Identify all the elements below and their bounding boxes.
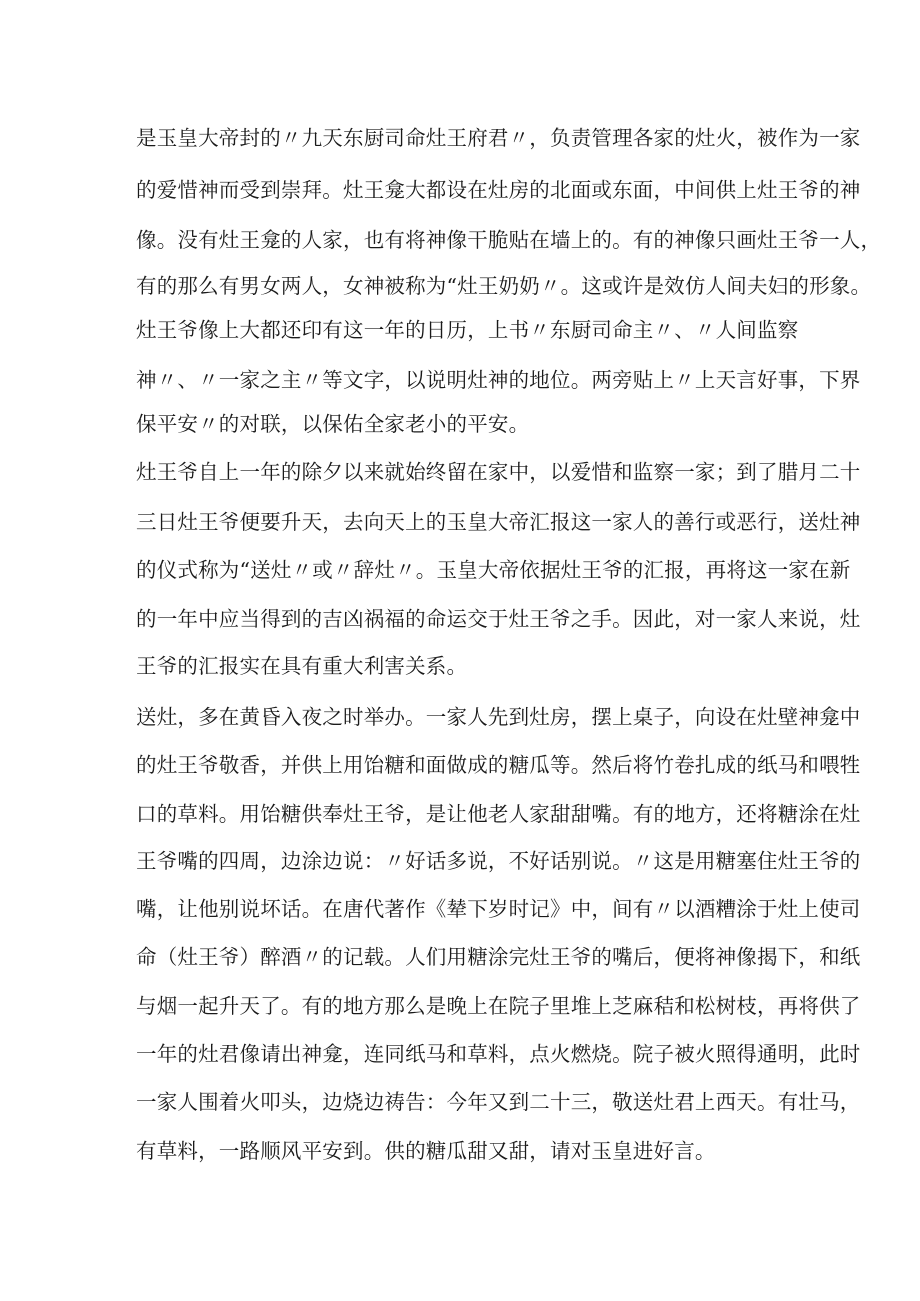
text-line: 像。没有灶王龛的人家，也有将神像干脆贴在墙上的。有的神像只画灶王爷一人， — [136, 228, 882, 252]
text-line: 一家人围着火叩头，边烧边祷告：今年又到二十三，敬送灶君上西天。有壮马， — [136, 1090, 861, 1114]
text-line: 命（灶王爷）醉酒〃的记载。人们用糖涂完灶王爷的嘴后，便将神像揭下，和纸 — [136, 945, 861, 969]
text-line: 保平安〃的对联，以保佑全家老小的平安。 — [136, 412, 530, 436]
text-line: 的灶王爷敬香，并供上用饴糖和面做成的糖瓜等。然后将竹卷扎成的纸马和喂牲 — [136, 753, 861, 777]
text-line: 是玉皇大帝封的〃九天东厨司命灶王府君〃，负责管理各家的灶火，被作为一家 — [136, 126, 861, 150]
text-line: 嘴，让他别说坏话。在唐代著作《辇下岁时记》中，间有〃以酒糟涂于灶上使司 — [136, 897, 861, 921]
text-line: 口的草料。用饴糖供奉灶王爷，是让他老人家甜甜嘴。有的地方，还将糖涂在灶 — [136, 802, 861, 826]
text-line: 王爷嘴的四周，边涂边说：〃好话多说，不好话别说。〃这是用糖塞住灶王爷的 — [136, 849, 861, 873]
text-line: 三日灶王爷便要升天，去向天上的玉皇大帝汇报这一家人的善行或恶行，送灶神 — [136, 510, 861, 534]
text-line: 的一年中应当得到的吉凶祸福的命运交于灶王爷之手。因此，对一家人来说，灶 — [136, 607, 861, 631]
text-line: 送灶，多在黄昏入夜之时举办。一家人先到灶房，摆上桌子，向设在灶壁神龛中 — [136, 705, 861, 729]
text-line: 有草料，一路顺风平安到。供的糖瓜甜又甜，请对玉皇进好言。 — [136, 1139, 716, 1163]
text-line: 的仪式称为“送灶〃或〃辞灶〃。玉皇大帝依据灶王爷的汇报，再将这一家在新 — [136, 558, 851, 582]
text-line: 神〃、〃一家之主〃等文字，以说明灶神的地位。两旁贴上〃上天言好事，下界 — [136, 368, 861, 392]
text-line: 有的那么有男女两人，女神被称为“灶王奶奶〃。这或许是效仿人间夫妇的形象。 — [136, 274, 872, 298]
text-line: 的爱惜神而受到崇拜。灶王龛大都设在灶房的北面或东面，中间供上灶王爷的神 — [136, 178, 861, 202]
text-line: 灶王爷自上一年的除夕以来就始终留在家中，以爱惜和监察一家；到了腊月二十 — [136, 460, 861, 484]
text-line: 灶王爷像上大都还印有这一年的日历，上书〃东厨司命主〃、〃人间监察 — [136, 318, 799, 342]
text-line: 一年的灶君像请出神龛，连同纸马和草料，点火燃烧。院子被火照得通明，此时 — [136, 1042, 861, 1066]
text-line: 与烟一起升天了。有的地方那么是晚上在院子里堆上芝麻秸和松树枝，再将供了 — [136, 994, 861, 1018]
text-line: 王爷的汇报实在具有重大利害关系。 — [136, 654, 468, 678]
